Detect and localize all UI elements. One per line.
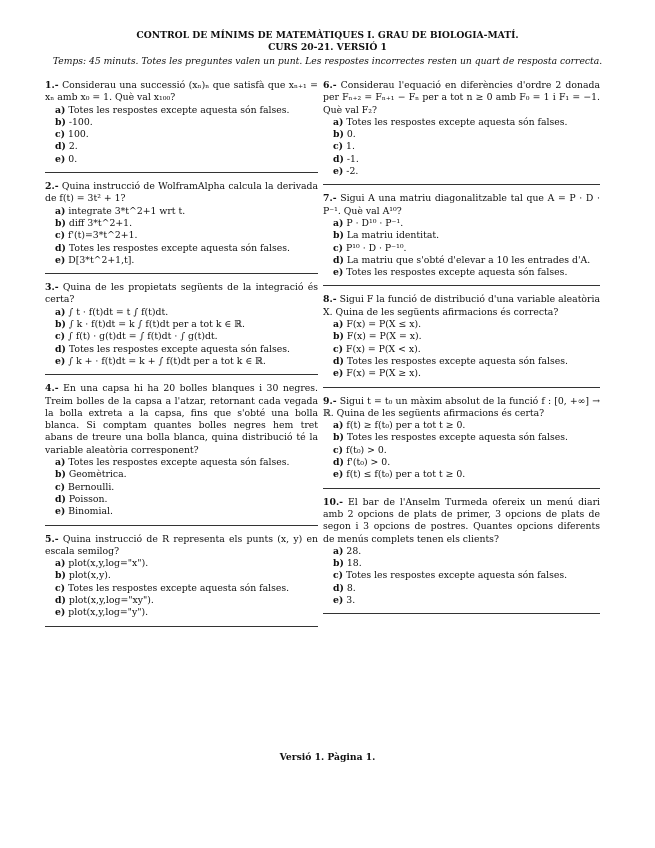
option-key: e) — [55, 607, 66, 619]
option-text: 18. — [346, 558, 362, 570]
answer-option — [55, 154, 318, 166]
option-text: F(x) = P(X < x). — [346, 343, 421, 355]
option-key: a) — [333, 420, 344, 432]
option-key: e) — [333, 166, 344, 178]
option-text: 3. — [346, 594, 356, 606]
answer-option — [55, 558, 318, 570]
question-number: 8.- — [323, 294, 337, 306]
question-number: 6.- — [323, 80, 337, 91]
answer-option — [333, 368, 600, 380]
option-text: ∫ t · f(t)dt = t ∫ f(t)dt. — [68, 306, 169, 318]
option-text: plot(x,y,log="x"). — [68, 558, 149, 570]
option-key: d) — [333, 254, 344, 266]
option-text: Totes les respostes excepte aquesta són falses. — [346, 432, 568, 444]
option-key: b) — [55, 469, 66, 481]
option-key: c) — [333, 444, 344, 456]
question-block — [323, 489, 600, 615]
page-footer: Versió 1. Pàgina 1. — [279, 752, 376, 763]
answer-option — [55, 331, 318, 343]
option-key: a) — [333, 319, 344, 331]
option-key: a) — [55, 457, 66, 469]
option-key: b) — [333, 432, 344, 444]
option-key: c) — [55, 582, 66, 594]
options-list — [323, 319, 600, 380]
option-key: b) — [55, 570, 66, 582]
answer-option — [333, 154, 600, 166]
option-key: c) — [333, 242, 344, 254]
answer-option — [55, 307, 318, 319]
option-key: c) — [55, 129, 66, 141]
option-key: d) — [55, 343, 66, 355]
option-key: c) — [55, 331, 66, 343]
answer-option — [333, 546, 600, 558]
answer-option — [333, 356, 600, 368]
answer-option — [333, 445, 600, 457]
question-text: Considerau l'equació en diferències d'ordre 2 donada per Fₙ₊₂ = Fₙ₊₁ − Fₙ per a tot n ≥ 0 amb F₀ = 1 i F₁ = −1. Què val F₂? — [323, 80, 600, 116]
option-key: b) — [333, 129, 344, 141]
left-column — [45, 72, 318, 627]
option-key: d) — [55, 594, 66, 606]
question-number: 5.- — [45, 533, 59, 545]
question-stem — [45, 534, 318, 559]
option-key: b) — [55, 217, 66, 229]
answer-option — [55, 583, 318, 595]
answer-option — [55, 255, 318, 267]
option-key: b) — [333, 230, 344, 242]
question-block — [323, 185, 600, 286]
options-list — [45, 457, 318, 518]
option-key: a) — [333, 217, 344, 229]
option-text: integrate 3*t^2+1 wrt t. — [68, 205, 186, 217]
option-key: a) — [333, 116, 344, 128]
option-key: c) — [55, 481, 66, 493]
option-key: a) — [333, 545, 344, 557]
option-key: a) — [55, 558, 66, 570]
option-key: d) — [333, 457, 344, 469]
answer-option — [333, 558, 600, 570]
answer-option — [55, 607, 318, 619]
exam-header — [0, 30, 655, 68]
options-list — [45, 206, 318, 267]
answer-option — [55, 570, 318, 582]
option-text: f'(t)=3*t^2+1. — [68, 230, 138, 242]
option-text: F(x) = P(X ≥ x). — [346, 368, 421, 380]
option-key: d) — [333, 355, 344, 367]
option-text: diff 3*t^2+1. — [68, 217, 133, 229]
answer-option — [333, 344, 600, 356]
option-text: plot(x,y,log="y"). — [68, 607, 149, 619]
option-text: f(t₀) > 0. — [346, 444, 387, 456]
option-text: 100. — [68, 129, 89, 141]
answer-option — [55, 230, 318, 242]
option-key: b) — [333, 331, 344, 343]
answer-option — [55, 218, 318, 230]
option-key: e) — [333, 267, 344, 279]
answer-option — [55, 243, 318, 255]
option-text: La matriu que s'obté d'elevar a 10 les entrades d'A. — [346, 254, 591, 266]
option-key: e) — [55, 153, 66, 165]
answer-option — [55, 141, 318, 153]
option-text: f(t) ≤ f(t₀) per a tot t ≥ 0. — [346, 469, 466, 481]
question-stem — [45, 383, 318, 457]
options-list — [45, 307, 318, 368]
question-stem — [45, 181, 318, 206]
option-text: Binomial. — [68, 506, 113, 518]
question-stem — [323, 80, 600, 117]
option-text: 2. — [68, 141, 78, 153]
answer-option — [333, 166, 600, 178]
answer-option — [55, 206, 318, 218]
question-text: En una capsa hi ha 20 bolles blanques i 30 negres. Treim bolles de la capsa a l'atzar, retornant cada vegada la bolla extreta a la capsa, fins que s'obté una bolla blanca. Si comptam quantes bolles negres hem tret abans de treure una bolla blanca, quina distribució té la variable aleatòria corresponent? — [45, 383, 318, 456]
option-key: c) — [333, 343, 344, 355]
options-list — [323, 218, 600, 279]
answer-option — [333, 331, 600, 343]
question-block — [323, 72, 600, 185]
answer-option — [55, 494, 318, 506]
option-text: Totes les respostes excepte aquesta són falses. — [68, 343, 290, 355]
answer-option — [333, 129, 600, 141]
option-text: 8. — [346, 582, 356, 594]
option-text: ∫ f(t) · g(t)dt = ∫ f(t)dt · ∫ g(t)dt. — [68, 331, 218, 343]
question-stem — [45, 80, 318, 105]
question-stem — [45, 282, 318, 307]
option-text: Totes les respostes excepte aquesta són falses. — [346, 116, 568, 128]
answer-option — [333, 595, 600, 607]
question-block — [45, 526, 318, 627]
answer-option — [333, 255, 600, 267]
answer-option — [55, 469, 318, 481]
question-block — [323, 388, 600, 489]
option-text: -100. — [68, 116, 93, 128]
question-text: Quina instrucció de R representa els punts (x, y) en escala semilog? — [45, 533, 318, 557]
options-list — [323, 420, 600, 481]
answer-option — [333, 420, 600, 432]
option-text: Totes les respostes excepte aquesta són falses. — [68, 582, 290, 594]
question-text: Quina de les propietats següents de la integració és certa? — [45, 282, 318, 306]
option-text: f(t) ≥ f(t₀) per a tot t ≥ 0. — [346, 420, 466, 432]
option-key: d) — [333, 153, 344, 165]
question-stem — [323, 396, 600, 421]
question-text: Sigui A una matriu diagonalitzable tal que A = P · D · P⁻¹. Què val A¹⁰? — [323, 193, 600, 217]
option-text: Totes les respostes excepte aquesta són falses. — [346, 267, 568, 279]
answer-option — [333, 319, 600, 331]
option-text: Bernoulli. — [68, 481, 115, 493]
option-text: F(x) = P(X = x). — [346, 331, 422, 343]
question-text: El bar de l'Anselm Turmeda ofereix un menú diari amb 2 opcions de plats de primer, 3 opcions de plats de segon i 3 opcions de postres. Quantes opcions diferents de menús complets tenen els clients? — [323, 496, 600, 545]
option-text: ∫ k · f(t)dt = k ∫ f(t)dt per a tot k ∈ ℝ. — [68, 319, 245, 331]
answer-option — [333, 267, 600, 279]
option-key: e) — [333, 368, 344, 380]
option-key: b) — [55, 319, 66, 331]
answer-option — [333, 141, 600, 153]
answer-option — [333, 218, 600, 230]
question-block — [45, 72, 318, 173]
option-text: 0. — [68, 153, 78, 165]
question-number: 4.- — [45, 383, 59, 395]
option-text: 28. — [346, 545, 362, 557]
question-number: 7.- — [323, 193, 337, 205]
answer-option — [333, 243, 600, 255]
question-number: 9.- — [323, 395, 337, 407]
option-key: b) — [55, 116, 66, 128]
answer-option — [55, 344, 318, 356]
answer-option — [333, 583, 600, 595]
option-text: Totes les respostes excepte aquesta són falses. — [68, 104, 290, 116]
question-number: 1.- — [45, 80, 59, 91]
option-key: e) — [333, 469, 344, 481]
option-text: 0. — [346, 129, 356, 141]
answer-option — [333, 469, 600, 481]
option-text: Poisson. — [68, 493, 108, 505]
option-key: c) — [333, 570, 344, 582]
option-key: d) — [333, 582, 344, 594]
option-key: a) — [55, 306, 66, 318]
question-text: Considerau una successió (xₙ)ₙ que satisfà que xₙ₊₁ = xₙ amb x₀ = 1. Què val x₁₀₀? — [45, 80, 318, 104]
answer-option — [55, 595, 318, 607]
option-text: Totes les respostes excepte aquesta són falses. — [346, 570, 568, 582]
option-text: P · D¹⁰ · P⁻¹. — [346, 217, 404, 229]
answer-option — [55, 129, 318, 141]
answer-option — [333, 432, 600, 444]
option-key: a) — [55, 205, 66, 217]
answer-option — [333, 230, 600, 242]
question-block — [323, 286, 600, 387]
question-block — [45, 173, 318, 274]
option-text: Geomètrica. — [68, 469, 127, 481]
question-block — [45, 274, 318, 375]
options-list — [323, 546, 600, 607]
right-column — [323, 72, 600, 614]
answer-option — [333, 457, 600, 469]
option-key: d) — [55, 493, 66, 505]
option-text: Totes les respostes excepte aquesta són falses. — [68, 457, 290, 469]
question-text: Quina instrucció de WolframAlpha calcula la derivada de f(t) = 3t² + 1? — [45, 181, 318, 205]
question-stem — [323, 294, 600, 319]
question-number: 10.- — [323, 496, 344, 508]
option-text: f'(t₀) > 0. — [346, 457, 391, 469]
option-text: F(x) = P(X ≤ x). — [346, 319, 422, 331]
option-text: ∫ k + · f(t)dt = k + ∫ f(t)dt per a tot k ∈ ℝ. — [68, 355, 266, 367]
answer-option — [55, 356, 318, 368]
answer-option — [55, 457, 318, 469]
option-text: P¹⁰ · D · P⁻¹⁰. — [346, 242, 407, 254]
option-key: d) — [55, 242, 66, 254]
option-text: plot(x,y). — [68, 570, 111, 582]
option-key: b) — [333, 558, 344, 570]
answer-option — [55, 506, 318, 518]
exam-title-line1: CONTROL DE MÍNIMS DE MATEMÀTIQUES I. GRAU DE BIOLOGIA-MATÍ. — [136, 30, 519, 41]
answer-option — [55, 482, 318, 494]
options-list — [323, 117, 600, 178]
question-text: Sigui t = t₀ un màxim absolut de la funció f : [0, +∞] → ℝ. Quina de les següents afirmacions és certa? — [323, 395, 600, 419]
option-text: D[3*t^2+1,t]. — [68, 254, 135, 266]
exam-title-line2: CURS 20-21. VERSIÓ 1 — [268, 42, 387, 53]
question-number: 2.- — [45, 181, 59, 193]
option-text: -2. — [346, 166, 359, 178]
option-text: 1. — [346, 141, 355, 153]
exam-instructions: Temps: 45 minuts. Totes les preguntes valen un punt. Les respostes incorrectes resten un quart de resposta correcta. — [52, 56, 603, 67]
option-text: La matriu identitat. — [346, 230, 440, 242]
answer-option — [333, 570, 600, 582]
option-key: d) — [55, 141, 66, 153]
question-number: 3.- — [45, 282, 59, 294]
option-text: -1. — [346, 153, 359, 165]
option-text: Totes les respostes excepte aquesta són falses. — [346, 355, 568, 367]
option-text: plot(x,y,log="xy"). — [68, 594, 154, 606]
option-key: e) — [55, 506, 66, 518]
question-text: Sigui F la funció de distribució d'una variable aleatòria X. Quina de les següents afirmacions és correcta? — [323, 294, 600, 318]
options-list — [45, 105, 318, 166]
question-block — [45, 375, 318, 525]
answer-option — [55, 319, 318, 331]
answer-option — [333, 117, 600, 129]
question-stem — [323, 193, 600, 218]
option-key: c) — [333, 141, 344, 153]
question-stem — [323, 497, 600, 546]
option-key: a) — [55, 104, 66, 116]
option-key: e) — [55, 355, 66, 367]
answer-option — [55, 105, 318, 117]
options-list — [45, 558, 318, 619]
option-key: e) — [333, 594, 344, 606]
answer-option — [55, 117, 318, 129]
option-text: Totes les respostes excepte aquesta són falses. — [68, 242, 290, 254]
option-key: e) — [55, 254, 66, 266]
option-key: c) — [55, 230, 66, 242]
